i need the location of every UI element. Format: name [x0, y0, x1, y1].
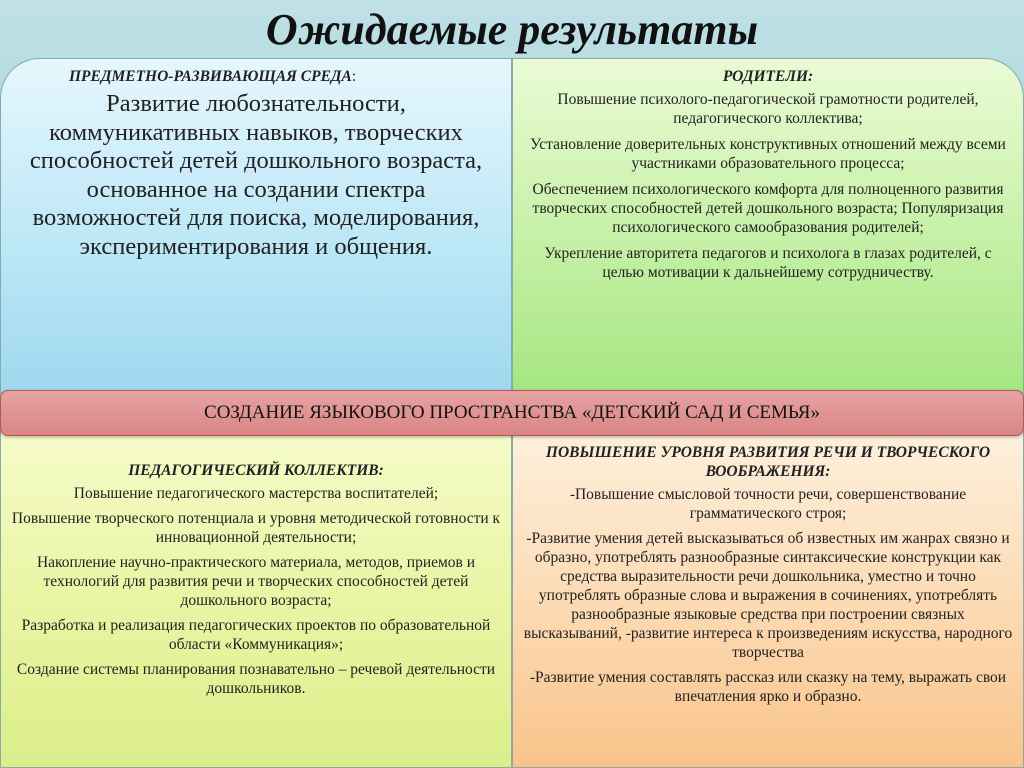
environment-heading-suffix: : [351, 68, 357, 85]
speech-item: -Развитие умения составлять рассказ или сказку на тему, выражать свои впечатления ярко и образно. [529, 669, 1007, 705]
speech-item: -Развитие умения детей высказываться об известных им жанрах связно и образно, употреблять разнообразные синтаксические конструкции как средства выразительности речи дошкольника, уместно и точно употреблять образные слова и выражения в сочинениях, употреблять разнообразные языковые средства при построении связных высказываний, -развитие интереса к произведениям искусства, народного творчества [523, 530, 1013, 661]
teachers-item: Разработка и реализация педагогических проектов по образовательной области «Коммуникация»; [21, 617, 491, 653]
speech-item: -Повышение смысловой точности речи, совершенствование грамматического строя; [569, 486, 967, 522]
environment-heading [15, 67, 497, 86]
quadrant-teachers [0, 430, 512, 768]
central-banner: СОЗДАНИЕ ЯЗЫКОВОГО ПРОСТРАНСТВА «ДЕТСКИЙ САД И СЕМЬЯ» [0, 390, 1024, 436]
environment-heading-text: ПРЕДМЕТНО-РАЗВИВАЮЩАЯ СРЕДА [69, 68, 352, 85]
speech-heading: ПОВЫШЕНИЕ УРОВНЯ РАЗВИТИЯ РЕЧИ И ТВОРЧЕСКОГО ВООБРАЖЕНИЯ: [545, 444, 991, 480]
parents-item: Установление доверительных конструктивных отношений между всеми участниками образовательного процесса; [530, 136, 1006, 172]
parents-item: Укрепление авторитета педагогов и психолога в глазах родителей, с целью мотивации к дальнейшему сотрудничеству. [544, 245, 992, 281]
environment-text: Развитие любознательности, коммуникативных навыков, творческих способностей детей дошкольного возраста, основанное на создании спектра возможностей для поиска, моделирования, экспериментирования и общения. [29, 90, 483, 260]
quadrant-speech [512, 430, 1024, 768]
teachers-item: Создание системы планирования познавательно – речевой деятельности дошкольников. [16, 661, 496, 697]
parents-item: Обеспечением психологического комфорта для полноценного развития творческих способностей детей дошкольного возраста; Популяризация психологического самообразования родителей; [532, 181, 1004, 236]
teachers-item: Накопление научно-практического материала, методов, приемов и технологий для развития речи и творческих способностей детей дошкольного возраста; [36, 554, 476, 609]
teachers-item: Повышение педагогического мастерства воспитателей; [73, 485, 439, 502]
teachers-heading: ПЕДАГОГИЧЕСКИЙ КОЛЛЕКТИВ: [128, 462, 384, 479]
quadrant-parents [512, 58, 1024, 394]
slide-title: Ожидаемые результаты [265, 5, 759, 54]
parents-item: Повышение психолого-педагогической грамотности родителей, педагогического коллектива; [557, 91, 979, 127]
parents-heading: РОДИТЕЛИ: [722, 68, 814, 85]
quadrant-environment [0, 58, 512, 394]
teachers-item: Повышение творческого потенциала и уровня методической готовности к инновационной деятельности; [11, 510, 501, 546]
